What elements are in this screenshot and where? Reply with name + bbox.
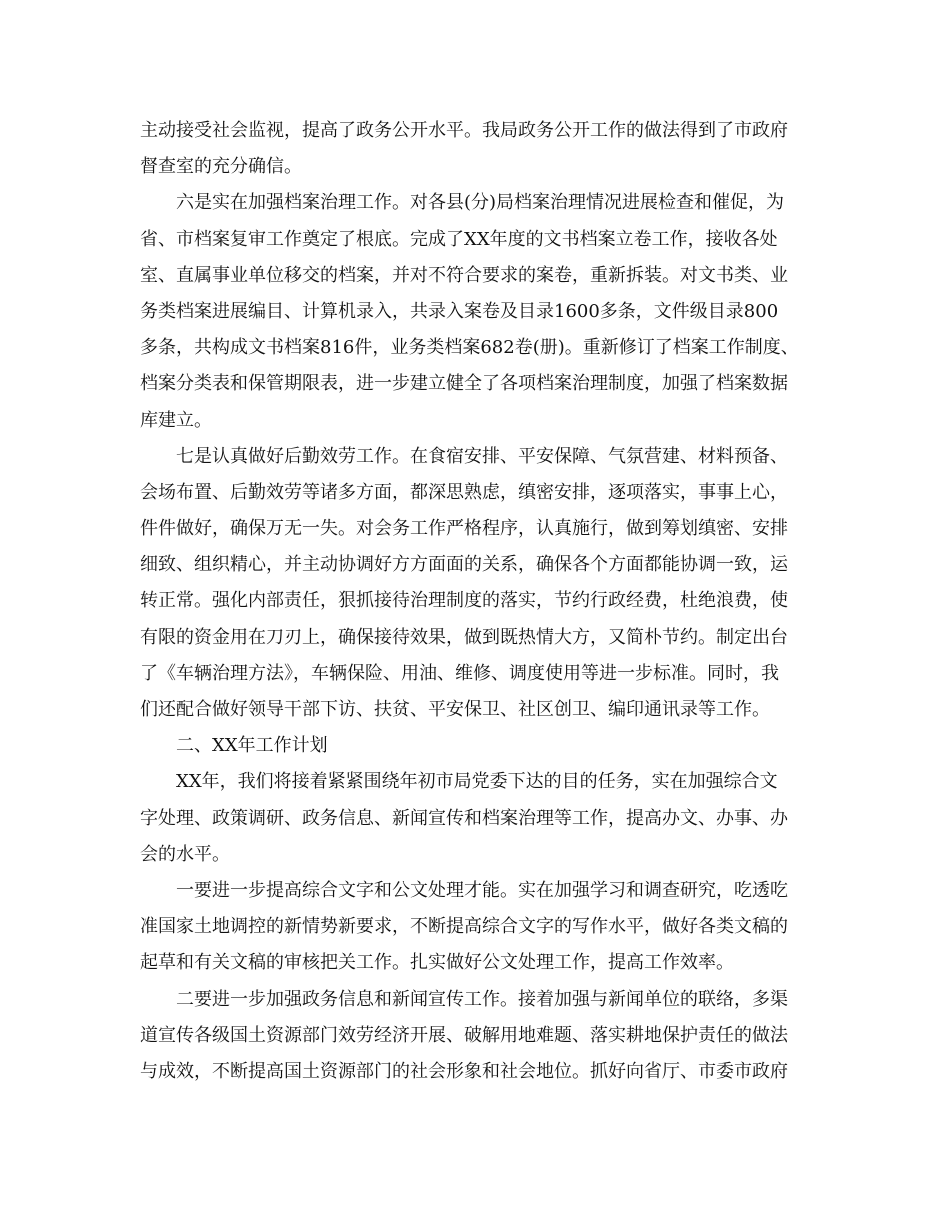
text-line: 准国家土地调控的新情势新要求，不断提高综合文字的写作水平，做好各类文稿的: [140, 916, 788, 938]
text-line: 字处理、政策调研、政务信息、新闻宣传和档案治理等工作，提高办文、办事、办: [140, 807, 788, 829]
paragraph: [140, 982, 815, 1091]
text-line: 七是认真做好后勤效劳工作。在食宿安排、平安保障、气氛营建、材料预备、: [176, 445, 788, 467]
text-line: 起草和有关文稿的审核把关工作。扎实做好公文处理工作，提高工作效率。: [140, 952, 734, 974]
paragraph: [140, 113, 815, 185]
paragraph: [140, 764, 815, 873]
text-line: 细致、组织精心，并主动协调好方方面面的关系，确保各个方面都能协调一致，运: [140, 554, 788, 576]
document-body: [140, 113, 815, 1090]
text-line: 们还配合做好领导干部下访、扶贫、平安保卫、社区创卫、编印通讯录等工作。: [140, 699, 770, 720]
text-line: 务类档案进展编目、计算机录入，共录入案卷及目录1600多条，文件级目录800: [140, 300, 779, 322]
text-line: 会场布置、后勤效劳等诸多方面，都深思熟虑，缜密安排，逐项落实，事事上心，: [140, 481, 788, 503]
text-line: 多条，共构成文书档案816件，业务类档案682卷(册)。重新修订了档案工作制度、: [140, 337, 799, 359]
text-line: 转正常。强化内部责任，狠抓接待治理制度的落实，节约行政经费，杜绝浪费，使: [140, 590, 788, 612]
text-line: 六是实在加强档案治理工作。对各县(分)局档案治理情况进展检查和催促，为: [176, 192, 785, 214]
text-line: 会的水平。: [140, 843, 230, 865]
text-line: 主动接受社会监视，提高了政务公开水平。我局政务公开工作的做法得到了市政府: [140, 120, 788, 141]
text-line: 有限的资金用在刀刃上，确保接待效果，做到既热情大方，又简朴节约。制定出台: [140, 626, 788, 648]
text-line: 件件做好，确保万无一失。对会务工作严格程序，认真施行，做到筹划缜密、安排: [140, 518, 788, 540]
text-line: 二、XX年工作计划: [176, 735, 328, 757]
paragraph: [140, 873, 815, 982]
text-line: 督查室的充分确信。: [140, 156, 302, 178]
text-line: XX年，我们将接着紧紧围绕年初市局党委下达的目的任务，实在加强综合文: [176, 771, 778, 793]
text-line: 道宣传各级国土资源部门效劳经济开展、破解用地难题、落实耕地保护责任的做法: [140, 1024, 788, 1046]
text-line: 档案分类表和保管期限表，进一步建立健全了各项档案治理制度，加强了档案数据: [140, 373, 788, 395]
text-line: 了《车辆治理方法》，车辆保险、用油、维修、调度使用等进一步标准。同时，我: [140, 662, 779, 684]
text-line: 库建立。: [140, 409, 212, 431]
text-line: 与成效，不断提高国土资源部门的社会形象和社会地位。抓好向省厅、市委市政府: [140, 1060, 788, 1082]
paragraph: [140, 185, 815, 438]
text-line: 室、直属事业单位移交的档案，并对不符合要求的案卷，重新拆装。对文书类、业: [140, 264, 788, 286]
text-line: 二要进一步加强政务信息和新闻宣传工作。接着加强与新闻单位的联络，多渠: [176, 988, 788, 1010]
text-line: 省、市档案复审工作奠定了根底。完成了XX年度的文书档案立卷工作，接收各处: [140, 228, 778, 250]
paragraph: [140, 728, 815, 764]
text-line: 一要进一步提高综合文字和公文处理才能。实在加强学习和调查研究，吃透吃: [176, 879, 788, 901]
paragraph: [140, 439, 815, 729]
